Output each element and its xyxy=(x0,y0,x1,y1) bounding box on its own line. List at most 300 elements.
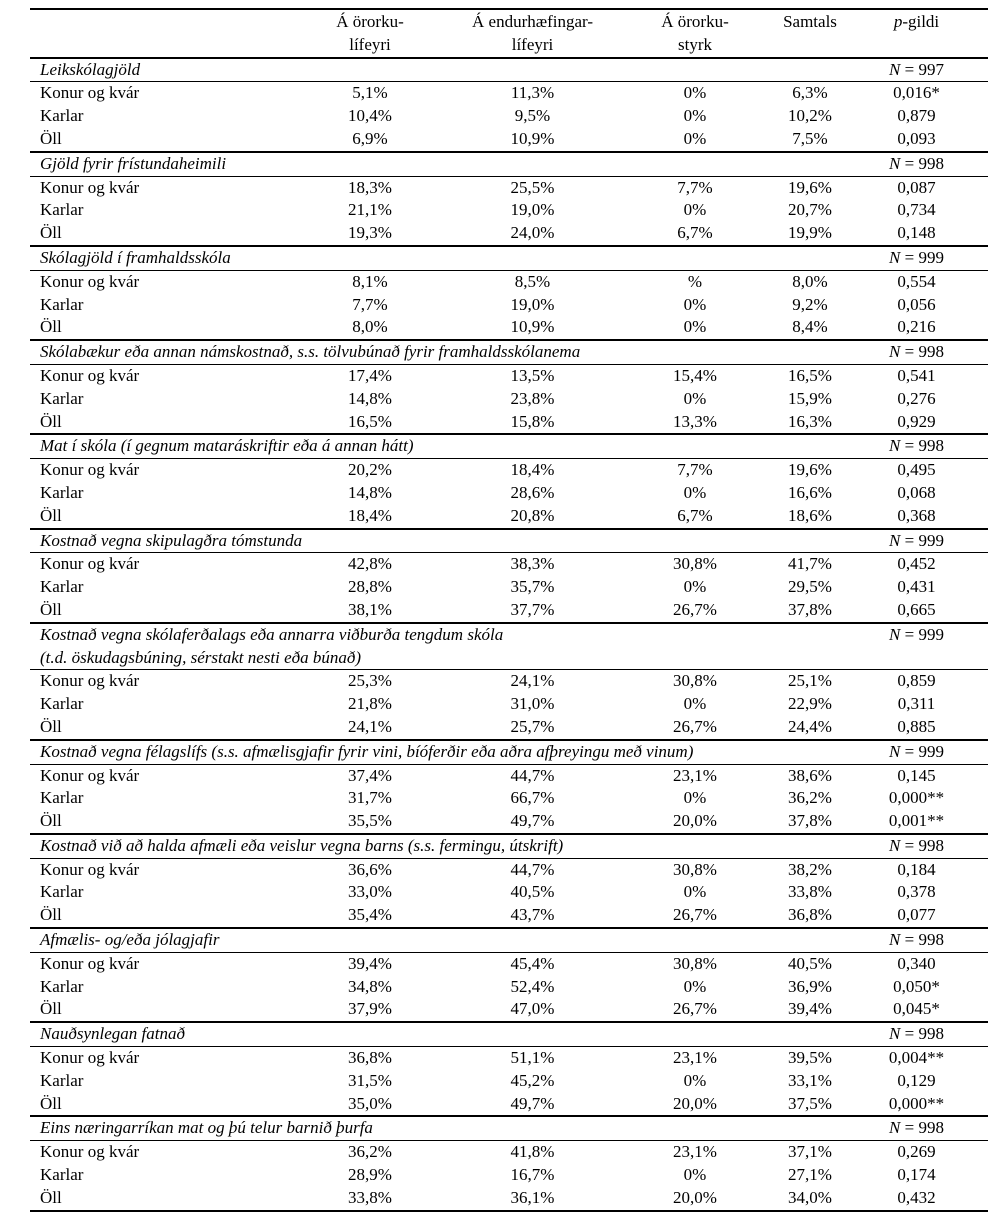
table-row xyxy=(30,716,988,740)
value-cell: 11,3% xyxy=(510,83,555,103)
table-body xyxy=(30,58,988,1211)
section-n-count xyxy=(845,152,988,176)
value-cell: 0% xyxy=(683,882,707,902)
value-cell: 18,3% xyxy=(348,177,392,197)
table-row xyxy=(30,505,988,529)
value-cell: 0,000** xyxy=(888,788,945,808)
value-cell: 26,7% xyxy=(673,599,717,619)
section-title-line: Kostnað vegna félagslífs (s.s. afmælisgjafir fyrir vini, bíóferðir eða aðra afþreyingu með vinum) xyxy=(40,741,694,761)
value-cell: 30,8% xyxy=(673,554,717,574)
table-row xyxy=(30,576,988,599)
table-row xyxy=(30,787,988,810)
table-row xyxy=(30,364,988,387)
value-cell: 8,0% xyxy=(352,317,388,337)
value-cell: 0,311 xyxy=(897,694,936,714)
section-header-row xyxy=(30,1116,988,1140)
value-cell: 25,3% xyxy=(348,671,392,691)
col-header-line: Á örorku- xyxy=(336,12,404,31)
value-cell: 6,7% xyxy=(677,223,713,243)
section-header-row xyxy=(30,152,988,176)
section-header-row xyxy=(30,58,988,82)
value-cell: 30,8% xyxy=(673,859,717,879)
section-n-count xyxy=(845,58,988,82)
section-n-count xyxy=(845,928,988,952)
section-title xyxy=(30,529,845,553)
value-cell: 31,0% xyxy=(510,694,555,714)
value-cell: 0,554 xyxy=(897,271,936,291)
table-row xyxy=(30,553,988,576)
section-title xyxy=(30,152,845,176)
section-n-count xyxy=(845,834,988,858)
value-cell: 8,4% xyxy=(792,317,828,337)
value-cell: 0,093 xyxy=(897,128,936,148)
section-title xyxy=(30,340,845,364)
value-cell: 18,6% xyxy=(788,505,832,525)
n-symbol: N xyxy=(889,1024,901,1044)
section-n-count xyxy=(845,740,988,764)
section-title-line: Skólabækur eða annan námskostnað, s.s. tölvubúnað fyrir framhaldsskólanema xyxy=(40,342,581,362)
col-header-line: lífeyri xyxy=(349,34,391,54)
value-cell: 33,8% xyxy=(348,1187,392,1207)
value-cell: 15,4% xyxy=(673,365,717,385)
section-title xyxy=(30,623,845,670)
value-cell: 36,6% xyxy=(348,859,392,879)
row-label: Öll xyxy=(40,411,62,431)
value-cell: 44,7% xyxy=(510,859,555,879)
value-cell: 0% xyxy=(683,200,707,220)
p-symbol: p xyxy=(893,12,903,31)
value-cell: 0,665 xyxy=(897,599,936,619)
value-cell: 10,2% xyxy=(788,106,832,126)
value-cell: 14,8% xyxy=(348,482,392,502)
col-header-line: styrk xyxy=(678,34,712,54)
row-label: Konur og kvár xyxy=(40,859,140,879)
col-header-empty xyxy=(30,9,290,58)
value-cell: 42,8% xyxy=(348,554,392,574)
value-cell: 21,8% xyxy=(348,694,392,714)
value-cell: 16,6% xyxy=(788,482,832,502)
value-cell: 19,9% xyxy=(788,223,832,243)
row-label: Öll xyxy=(40,1093,62,1113)
table-row xyxy=(30,1070,988,1093)
value-cell: 5,1% xyxy=(352,83,388,103)
value-cell: 7,7% xyxy=(677,460,713,480)
value-cell: 7,5% xyxy=(792,128,828,148)
section-title-line: Gjöld fyrir frístundaheimili xyxy=(40,153,227,173)
value-cell: 0% xyxy=(683,788,707,808)
value-cell: 45,2% xyxy=(510,1070,555,1090)
value-cell: 24,1% xyxy=(348,716,392,736)
section-n-count xyxy=(845,1022,988,1046)
value-cell: 10,4% xyxy=(348,106,392,126)
value-cell: 26,7% xyxy=(673,716,717,736)
value-cell: 16,7% xyxy=(510,1165,555,1185)
value-cell: 30,8% xyxy=(673,671,717,691)
value-cell: 28,6% xyxy=(510,482,555,502)
n-value: = 998 xyxy=(900,153,944,173)
value-cell: 51,1% xyxy=(510,1048,555,1068)
table-row xyxy=(30,270,988,293)
value-cell: 37,8% xyxy=(788,599,832,619)
value-cell: 35,0% xyxy=(348,1093,392,1113)
value-cell: 38,1% xyxy=(348,599,392,619)
row-label: Öll xyxy=(40,223,62,243)
value-cell: 10,9% xyxy=(510,317,555,337)
section-title-line: Kostnað vegna skipulagðra tómstunda xyxy=(40,530,303,550)
value-cell: 0,174 xyxy=(897,1165,936,1185)
table-row xyxy=(30,810,988,834)
value-cell: 0,004** xyxy=(888,1048,945,1068)
value-cell: 18,4% xyxy=(510,460,555,480)
value-cell: 37,8% xyxy=(788,811,832,831)
table-row xyxy=(30,482,988,505)
value-cell: 0,431 xyxy=(897,577,936,597)
n-value: = 998 xyxy=(900,835,944,855)
section-title xyxy=(30,434,845,458)
value-cell: 39,4% xyxy=(788,999,832,1019)
value-cell: 13,3% xyxy=(673,411,717,431)
n-symbol: N xyxy=(889,1118,901,1138)
value-cell: 0,050* xyxy=(893,976,940,996)
row-label: Konur og kvár xyxy=(40,554,140,574)
value-cell: 37,1% xyxy=(788,1142,832,1162)
section-title-line: Afmælis- og/eða jólagjafir xyxy=(40,930,220,950)
value-cell: 0,216 xyxy=(897,317,936,337)
table-row xyxy=(30,858,988,881)
value-cell: 31,5% xyxy=(348,1070,392,1090)
row-label: Öll xyxy=(40,999,62,1019)
section-title-line: Nauðsynlegan fatnað xyxy=(40,1024,185,1044)
row-label: Karlar xyxy=(40,200,84,220)
value-cell: 0,929 xyxy=(897,411,936,431)
value-cell: 25,1% xyxy=(788,671,832,691)
value-cell: 27,1% xyxy=(788,1165,832,1185)
value-cell: 29,5% xyxy=(788,577,832,597)
value-cell: 0,148 xyxy=(897,223,936,243)
section-title xyxy=(30,834,845,858)
value-cell: 0,340 xyxy=(897,953,936,973)
value-cell: 6,3% xyxy=(792,83,828,103)
value-cell: 24,0% xyxy=(510,223,555,243)
table-row xyxy=(30,599,988,623)
value-cell: 0,859 xyxy=(897,671,936,691)
n-value: = 998 xyxy=(900,1024,944,1044)
value-cell: 36,2% xyxy=(788,788,832,808)
value-cell: 20,2% xyxy=(348,460,392,480)
value-cell: 49,7% xyxy=(510,1093,555,1113)
value-cell: 9,5% xyxy=(514,106,551,126)
n-value: = 998 xyxy=(900,342,944,362)
n-value: = 998 xyxy=(900,436,944,456)
n-symbol: N xyxy=(889,247,901,267)
row-label: Öll xyxy=(40,1187,62,1207)
section-title xyxy=(30,1022,845,1046)
row-label: Karlar xyxy=(40,388,84,408)
col-header-line xyxy=(845,11,988,34)
value-cell: 0% xyxy=(683,128,707,148)
row-label: Konur og kvár xyxy=(40,671,140,691)
value-cell: 0,879 xyxy=(897,106,936,126)
value-cell: 0,269 xyxy=(897,1142,936,1162)
col-header-line: Samtals xyxy=(783,12,837,31)
col-header-line: Á örorku- xyxy=(661,12,729,31)
n-symbol: N xyxy=(889,153,901,173)
value-cell: 19,3% xyxy=(348,223,392,243)
value-cell: 0% xyxy=(683,388,707,408)
n-symbol: N xyxy=(889,342,901,362)
value-cell: 19,0% xyxy=(510,294,555,314)
value-cell: 0,378 xyxy=(897,882,936,902)
col-header-samtals xyxy=(775,9,845,58)
row-label: Öll xyxy=(40,317,62,337)
section-n-count xyxy=(845,246,988,270)
row-label: Karlar xyxy=(40,577,84,597)
value-cell: 33,1% xyxy=(788,1070,832,1090)
row-label: Karlar xyxy=(40,976,84,996)
value-cell: 10,9% xyxy=(510,128,555,148)
value-cell: 0,129 xyxy=(897,1070,936,1090)
value-cell: 37,4% xyxy=(348,765,392,785)
row-label: Karlar xyxy=(40,1070,84,1090)
row-label: Öll xyxy=(40,599,62,619)
row-label: Konur og kvár xyxy=(40,365,140,385)
value-cell: 22,9% xyxy=(788,694,832,714)
value-cell: 9,2% xyxy=(792,294,828,314)
section-title-line: Leikskólagjöld xyxy=(40,59,141,79)
table-row xyxy=(30,1093,988,1117)
section-header-row xyxy=(30,246,988,270)
value-cell: 18,4% xyxy=(348,505,392,525)
col-header-line: lífeyri xyxy=(511,34,554,54)
value-cell: 20,8% xyxy=(510,505,555,525)
section-n-count xyxy=(845,529,988,553)
value-cell: 38,3% xyxy=(510,554,555,574)
value-cell: 8,5% xyxy=(514,271,551,291)
row-label: Karlar xyxy=(40,882,84,902)
section-header-row xyxy=(30,1022,988,1046)
section-header-row xyxy=(30,529,988,553)
value-cell: 66,7% xyxy=(510,788,555,808)
section-header-row xyxy=(30,740,988,764)
value-cell: 23,1% xyxy=(673,765,717,785)
value-cell: 41,7% xyxy=(788,554,832,574)
table-row xyxy=(30,1187,988,1211)
value-cell: 8,1% xyxy=(352,271,388,291)
table-row xyxy=(30,294,988,317)
row-label: Konur og kvár xyxy=(40,460,140,480)
value-cell: 52,4% xyxy=(510,976,555,996)
value-cell: 28,9% xyxy=(348,1165,392,1185)
table-row xyxy=(30,670,988,693)
value-cell: 0,541 xyxy=(897,365,936,385)
value-cell: 34,0% xyxy=(788,1187,832,1207)
value-cell: 38,6% xyxy=(788,765,832,785)
section-n-count xyxy=(845,623,988,670)
section-title xyxy=(30,928,845,952)
value-cell: 30,8% xyxy=(673,953,717,973)
value-cell: 43,7% xyxy=(510,905,555,925)
value-cell: 19,0% xyxy=(510,200,555,220)
value-cell: 36,9% xyxy=(788,976,832,996)
value-cell: 0,452 xyxy=(897,554,936,574)
value-cell: 8,0% xyxy=(792,271,828,291)
n-symbol: N xyxy=(889,930,901,950)
value-cell: 20,7% xyxy=(788,200,832,220)
row-label: Karlar xyxy=(40,694,84,714)
section-title-line: Eins næringarríkan mat og þú telur barnið þurfa xyxy=(40,1118,373,1138)
section-header-row xyxy=(30,928,988,952)
value-cell: 45,4% xyxy=(510,953,555,973)
value-cell: 25,5% xyxy=(510,177,555,197)
col-header-line: Á endurhæfingar- xyxy=(472,12,593,31)
value-cell: 37,7% xyxy=(510,599,555,619)
section-title xyxy=(30,1116,845,1140)
n-value: = 999 xyxy=(900,741,944,761)
table-row xyxy=(30,1141,988,1164)
row-label: Karlar xyxy=(40,106,84,126)
table-row xyxy=(30,1164,988,1187)
value-cell: 0,368 xyxy=(897,505,936,525)
value-cell: 0% xyxy=(683,482,707,502)
value-cell: 20,0% xyxy=(673,1187,717,1207)
value-cell: 0,016* xyxy=(893,83,940,103)
n-symbol: N xyxy=(889,530,901,550)
section-n-count xyxy=(845,340,988,364)
value-cell: 36,2% xyxy=(348,1142,392,1162)
value-cell: 37,5% xyxy=(788,1093,832,1113)
value-cell: 17,4% xyxy=(348,365,392,385)
value-cell: 0,068 xyxy=(897,482,936,502)
row-label: Öll xyxy=(40,811,62,831)
table-row xyxy=(30,693,988,716)
row-label: Öll xyxy=(40,505,62,525)
value-cell: 13,5% xyxy=(510,365,555,385)
value-cell: 23,8% xyxy=(510,388,555,408)
value-cell: 0% xyxy=(683,694,707,714)
section-n-count xyxy=(845,434,988,458)
row-label: Konur og kvár xyxy=(40,1142,140,1162)
col-header-ororkulifeyri xyxy=(290,9,450,58)
value-cell: 26,7% xyxy=(673,905,717,925)
col-header-ororkustyrk xyxy=(615,9,775,58)
value-cell: 0% xyxy=(683,294,707,314)
section-title xyxy=(30,246,845,270)
table-row xyxy=(30,199,988,222)
value-cell: 38,2% xyxy=(788,859,832,879)
value-cell: 26,7% xyxy=(673,999,717,1019)
value-cell: 19,6% xyxy=(788,460,832,480)
value-cell: 0,276 xyxy=(897,388,936,408)
value-cell: 0,045* xyxy=(893,999,940,1019)
value-cell: 14,8% xyxy=(348,388,392,408)
value-cell: 7,7% xyxy=(677,177,713,197)
col-header-p-gildi xyxy=(845,9,988,58)
section-header-row xyxy=(30,623,988,670)
table-row xyxy=(30,764,988,787)
value-cell: 23,1% xyxy=(673,1142,717,1162)
section-n-count xyxy=(845,1116,988,1140)
value-cell: 36,8% xyxy=(788,905,832,925)
table-row xyxy=(30,82,988,105)
value-cell: 0% xyxy=(683,317,707,337)
table-row xyxy=(30,176,988,199)
value-cell: 19,6% xyxy=(788,177,832,197)
value-cell: 24,4% xyxy=(788,716,832,736)
value-cell: 0,145 xyxy=(897,765,936,785)
value-cell: 0,432 xyxy=(897,1187,936,1207)
value-cell: 0,056 xyxy=(897,294,936,314)
value-cell: 34,8% xyxy=(348,976,392,996)
value-cell: 44,7% xyxy=(510,765,555,785)
value-cell: 36,1% xyxy=(510,1187,555,1207)
value-cell: 36,8% xyxy=(348,1048,392,1068)
value-cell: 15,8% xyxy=(510,411,555,431)
value-cell: 41,8% xyxy=(510,1142,555,1162)
value-cell: 49,7% xyxy=(510,811,555,831)
row-label: Öll xyxy=(40,716,62,736)
value-cell: 20,0% xyxy=(673,1093,717,1113)
value-cell: 0,000** xyxy=(888,1093,945,1113)
row-label: Konur og kvár xyxy=(40,953,140,973)
section-header-row xyxy=(30,434,988,458)
section-title-line: (t.d. öskudagsbúning, sérstakt nesti eða búnað) xyxy=(40,647,362,667)
value-cell: 39,5% xyxy=(788,1048,832,1068)
col-header-endurhaefingarlifeyri xyxy=(450,9,615,58)
n-value: = 999 xyxy=(900,530,944,550)
value-cell: 16,3% xyxy=(788,411,832,431)
value-cell: 0% xyxy=(683,976,707,996)
table-row xyxy=(30,976,988,999)
value-cell: 35,7% xyxy=(510,577,555,597)
value-cell: 0,734 xyxy=(897,200,936,220)
value-cell: 35,5% xyxy=(348,811,392,831)
row-label: Karlar xyxy=(40,1165,84,1185)
value-cell: 16,5% xyxy=(788,365,832,385)
value-cell: 40,5% xyxy=(510,882,555,902)
n-symbol: N xyxy=(889,741,901,761)
value-cell: 20,0% xyxy=(673,811,717,831)
section-title-line: Mat í skóla (í gegnum mataráskriftir eða á annan hátt) xyxy=(40,436,414,456)
row-label: Konur og kvár xyxy=(40,177,140,197)
n-value: = 998 xyxy=(900,1118,944,1138)
value-cell: 31,7% xyxy=(348,788,392,808)
n-symbol: N xyxy=(889,436,901,456)
table-row xyxy=(30,411,988,435)
value-cell: 0,184 xyxy=(897,859,936,879)
table-row xyxy=(30,105,988,128)
value-cell: 0,885 xyxy=(897,716,936,736)
table-row xyxy=(30,222,988,246)
table-row xyxy=(30,904,988,928)
n-value: = 997 xyxy=(900,59,944,79)
row-label: Konur og kvár xyxy=(40,271,140,291)
value-cell: % xyxy=(687,271,703,291)
value-cell: 23,1% xyxy=(673,1048,717,1068)
value-cell: 0,001** xyxy=(888,811,945,831)
value-cell: 40,5% xyxy=(788,953,832,973)
n-value: = 999 xyxy=(900,247,944,267)
section-title xyxy=(30,58,845,82)
table-row xyxy=(30,952,988,975)
row-label: Karlar xyxy=(40,482,84,502)
table-row xyxy=(30,881,988,904)
value-cell: 47,0% xyxy=(510,999,555,1019)
n-value: = 998 xyxy=(900,930,944,950)
value-cell: 21,1% xyxy=(348,200,392,220)
n-value: = 999 xyxy=(900,624,944,644)
value-cell: 0,495 xyxy=(897,460,936,480)
row-label: Öll xyxy=(40,128,62,148)
